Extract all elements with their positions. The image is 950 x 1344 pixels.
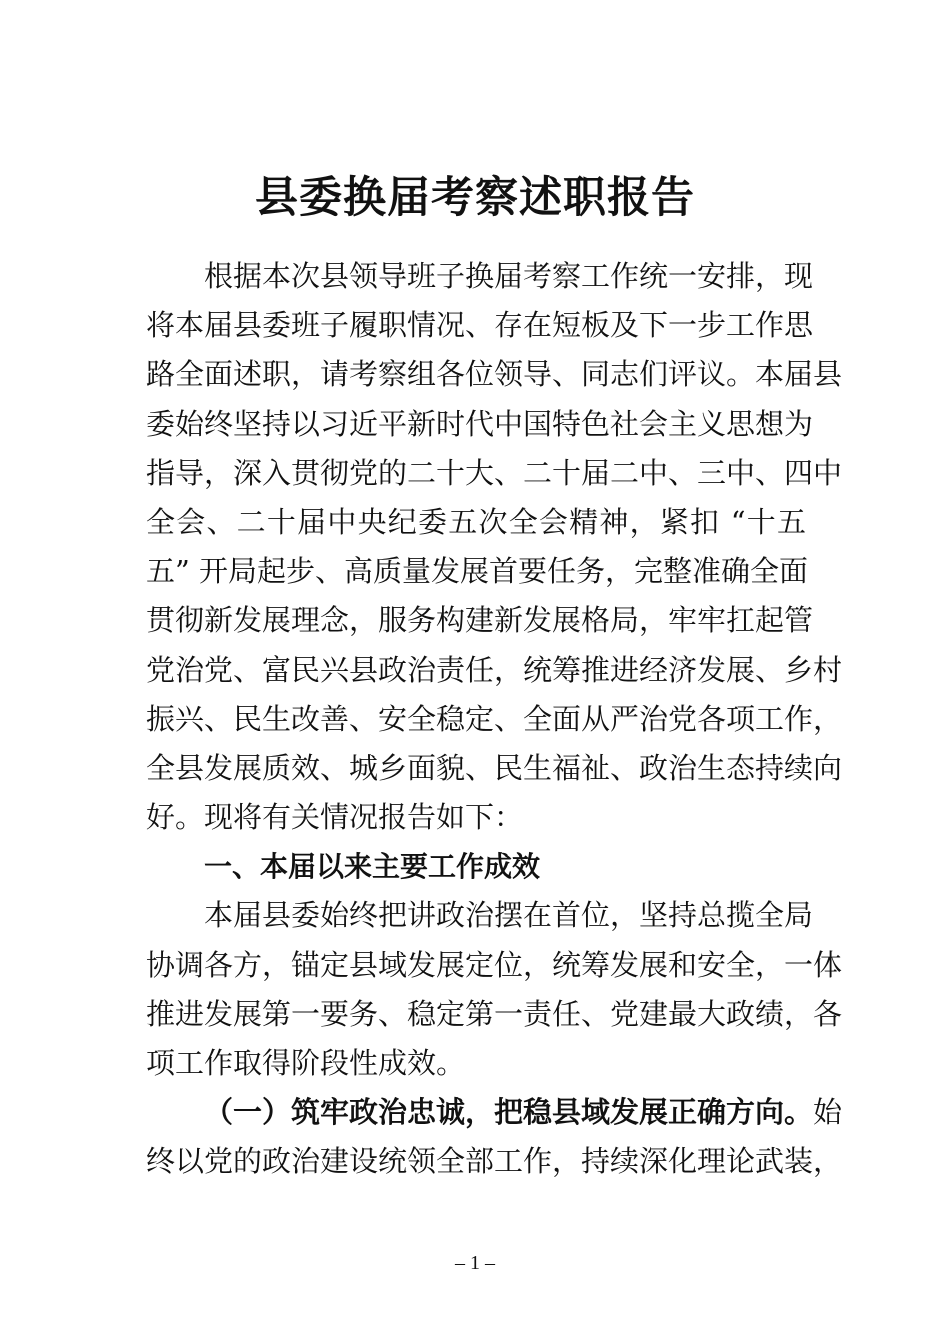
paragraph-1-line-8: 贯彻新发展理念，服务构建新发展格局，牢牢扛起管	[146, 603, 814, 638]
subsection-1-heading: （一）筑牢政治忠诚，把稳县域发展正确方向。	[204, 1095, 814, 1130]
paragraph-1-line-7: 五” 开局起步、高质量发展首要任务，完整准确全面	[146, 554, 809, 589]
paragraph-2-line-1: 本届县委始终把讲政治摆在首位，坚持总揽全局	[204, 898, 814, 933]
page-number: – 1 –	[455, 1252, 495, 1274]
document-body	[146, 252, 843, 1187]
paragraph-1-line-3: 路全面述职，请考察组各位领导、同志们评议。本届县	[146, 357, 843, 392]
paragraph-1-line-5: 指导，深入贯彻党的二十大、二十届二中、三中、四中	[146, 455, 843, 490]
paragraph-1-line-6: 全会、二十届中央纪委五次全会精神，紧扣 “十五	[146, 504, 806, 539]
paragraph-2-line-2: 协调各方，锚定县域发展定位，统筹发展和安全，一体	[146, 947, 843, 982]
paragraph-1-line-4: 委始终坚持以习近平新时代中国特色社会主义思想为	[146, 406, 814, 441]
paragraph-2-line-4: 项工作取得阶段性成效。	[146, 1046, 466, 1080]
subsection-1-line-1-rest: 始	[813, 1095, 843, 1130]
document-title: 县委换届考察述职报告	[255, 173, 695, 223]
subsection-1-line-1	[146, 1088, 843, 1137]
subsection-1-line-2: 终以党的政治建设统领全部工作，持续深化理论武装，	[146, 1144, 843, 1179]
paragraph-1-line-10: 振兴、民生改善、安全稳定、全面从严治党各项工作，	[146, 701, 843, 736]
paragraph-2-line-3: 推进发展第一要务、稳定第一责任、党建最大政绩，各	[146, 996, 843, 1031]
paragraph-1-line-1: 根据本次县领导班子换届考察工作统一安排，现	[204, 259, 814, 293]
paragraph-1-line-12: 好。现将有关情况报告如下：	[146, 800, 524, 835]
paragraph-1-line-9: 党治党、富民兴县政治责任，统筹推进经济发展、乡村	[146, 652, 843, 687]
paragraph-1-line-11: 全县发展质效、城乡面貌、民生福祉、政治生态持续向	[146, 750, 843, 785]
paragraph-1-line-2: 将本届县委班子履职情况、存在短板及下一步工作思	[146, 308, 814, 343]
section-heading-1: 一、本届以来主要工作成效	[204, 850, 541, 884]
